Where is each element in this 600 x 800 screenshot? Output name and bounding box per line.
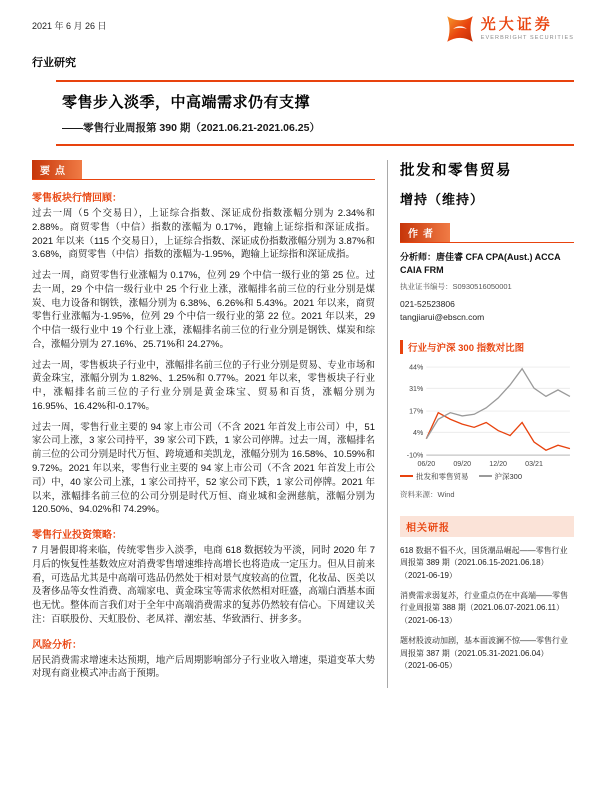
rating-badge: 增持（维持） [400, 191, 485, 207]
related-report-title: 618 数据不愠不火，国货潮品崛起——零售行业周报第 389 期（2021.06.15-2021.06.18） [400, 545, 568, 568]
svg-text:03/21: 03/21 [525, 459, 543, 468]
related-reports-header: 相关研报 [400, 516, 574, 537]
paragraph: 过去一周，零售行业主要的 94 家上市公司（不含 2021 年首发上市公司）中，51 家公司上涨，3 家公司持平，39 家公司下跌，1 家公司停牌。过去一周，涨幅排名前三位的公司分别是时代万恒、跨境通和美凯龙，涨幅分别为 16.58%、10.59%和 9.72%。2021 年以来，零售行业主要的 94 家上市公司（不含 2021 年首发上市公司）中，40 家公司上涨，1 家公司持平，52 家公司下跌，1 家公司停牌。2021 年以来，涨幅排名前三位的公司分别是时代万恒、商业城和金洲慈航，涨幅分别为 120.50%、94.02%和 74.29%。 [32, 421, 375, 516]
paragraph: 过去一周，零售板块子行业中，涨幅排名前三位的子行业分别是贸易、专业市场和黄金珠宝，涨幅分别为 1.82%、1.25%和 0.77%。2021 年以来，零售板块子行业中，涨幅排名前三位的子行业分别是黄金珠宝、贸易和百货，涨幅分别为 16.95%、16.42%和-0.17%。 [32, 359, 375, 412]
related-report-item[interactable] [400, 545, 574, 582]
svg-text:4%: 4% [413, 428, 424, 437]
analyst-label: 分析师： [400, 251, 437, 262]
report-title: 零售步入淡季，中高端需求仍有支撑 [62, 94, 311, 111]
related-report-title: 题材股波动加剧，基本面波澜不惊——零售行业周报第 387 期（2021.05.31-2021.06.04） [400, 636, 568, 658]
license-number: S0930516050001 [452, 281, 512, 291]
legend-item-hs300 [479, 471, 523, 482]
related-report-date: （2021-06-19） [400, 570, 457, 580]
svg-text:12/20: 12/20 [489, 459, 507, 468]
paragraph: 过去一周，商贸零售行业涨幅为 0.17%，位列 29 个中信一级行业的第 25 位。过去一周，29 个中信一级行业中 25 个行业上涨，涨幅排名前三位的行业分别是煤炭、电力设备和钢铁，涨幅分别为 6.38%、6.26%和 5.43%。2021 年以来，商贸零售行业涨幅为-1.95%，位列 29 个中信一级行业的第 22 位。2021 年以来，29 个中信一级行业中 19 个行业上涨，涨幅排名前三位的行业分别是钢铁、煤炭和综合，涨幅分别为 27.16%、25.71%和 24.27%。 [32, 270, 375, 350]
section-heading-strategy: 零售行业投资策略： [32, 530, 122, 542]
phone-number: 021-52523806 [400, 298, 455, 309]
svg-text:44%: 44% [409, 363, 424, 372]
keypoints-badge-row [32, 160, 375, 180]
author-badge-row [400, 223, 574, 243]
related-report-date: （2021-06-13） [400, 615, 457, 625]
industry-name: 批发和零售贸易 [400, 163, 512, 179]
section-heading-risk: 风险分析： [32, 639, 82, 651]
research-category: 行业研究 [32, 57, 76, 69]
analyst-name: 唐佳睿 CFA CPA(Aust.) ACCA CAIA FRM [400, 251, 561, 276]
report-header [0, 0, 600, 146]
paragraph: 居民消费需求增速未达预期，地产后周期影响部分子行业收入增速，渠道变革大势对现有商业模式冲击高于预期。 [32, 654, 375, 680]
section-heading-market-review: 零售板块行情回顾： [32, 193, 122, 204]
brand-name-en: EVERBRIGHT SECURITIES [480, 35, 574, 42]
related-report-date: （2021-06-05） [400, 660, 457, 670]
legend-label-hs300: 沪深300 [494, 471, 523, 481]
brand-name-cn: 光大证券 [480, 15, 553, 33]
legend-item-retail [400, 471, 469, 482]
analyst-line [400, 251, 574, 278]
svg-text:09/20: 09/20 [453, 459, 472, 468]
legend-marker-hs300-icon [479, 475, 492, 477]
legend-marker-retail-icon [400, 475, 413, 477]
author-block [400, 223, 574, 322]
author-badge: 作者 [400, 223, 450, 242]
paragraph: 过去一周（5 个交易日），上证综合指数、深证成份指数涨幅分别为 2.34%和 2.88%。商贸零售（中信）指数的涨幅为 0.17%，跑输上证综指和深证成指。2021 年以来（115 个交易日），上证综合指数、深证成份指数涨幅分别为 3.87%和 3.68%，商贸零售（中信）指数的涨幅为-1.95%，跑输上证综指和深证成指。 [32, 208, 375, 261]
svg-text:31%: 31% [409, 384, 424, 393]
svg-text:06/20: 06/20 [417, 459, 436, 468]
report-date: 2021 年 6 月 26 日 [32, 21, 107, 31]
keypoints-badge: 要点 [32, 160, 82, 179]
svg-text:17%: 17% [409, 407, 424, 416]
chart-legend [400, 471, 574, 482]
related-report-item[interactable] [400, 635, 574, 672]
everbright-logo [445, 14, 574, 44]
license-label: 执业证书编号： [400, 281, 453, 291]
svg-text:-10%: -10% [406, 451, 424, 460]
title-block [56, 80, 574, 146]
everbright-logo-icon [445, 14, 475, 44]
legend-label-retail: 批发和零售贸易 [416, 471, 469, 481]
industry-chart-svg [400, 362, 574, 469]
chart-title: 行业与沪深 300 指数对比图 [400, 340, 574, 354]
email-link[interactable]: tangjiarui@ebscn.com [400, 311, 485, 322]
main-content [0, 146, 600, 688]
license-line [400, 281, 574, 292]
related-report-title: 消费需求弱复苏，行业重点仍在中高端——零售行业周报第 388 期（2021.06.07-2021.06.11） [400, 590, 568, 613]
paragraph: 7 月暑假即将来临，传统零售步入淡季，电商 618 数据较为平淡，同时 2020 年 7 月后的恢复性基数效应对消费零售增速维持高增长也将造成一定压力。但从目前来看，可选品尤其是中高端可选品仍然处于相对景气度较高的位置，化妆品、医美以及奢侈品等女性消费、高端家电、黄金珠宝等需求依然相对旺盛，高端白酒基本面也无忧。整体而言我们对于全年中高端消费需求的复苏仍然较有信心。下周建议关注：百联股份、天虹股份、老凤祥、潮宏基、华致酒行、拼多多。 [32, 545, 375, 625]
report-subtitle: ——零售行业周报第 390 期（2021.06.21-2021.06.25） [62, 122, 320, 134]
keypoints-column [32, 160, 388, 688]
chart-source: 资料来源：Wind [400, 489, 455, 499]
related-report-item[interactable] [400, 590, 574, 627]
sidebar [388, 160, 574, 688]
industry-chart [400, 362, 574, 500]
